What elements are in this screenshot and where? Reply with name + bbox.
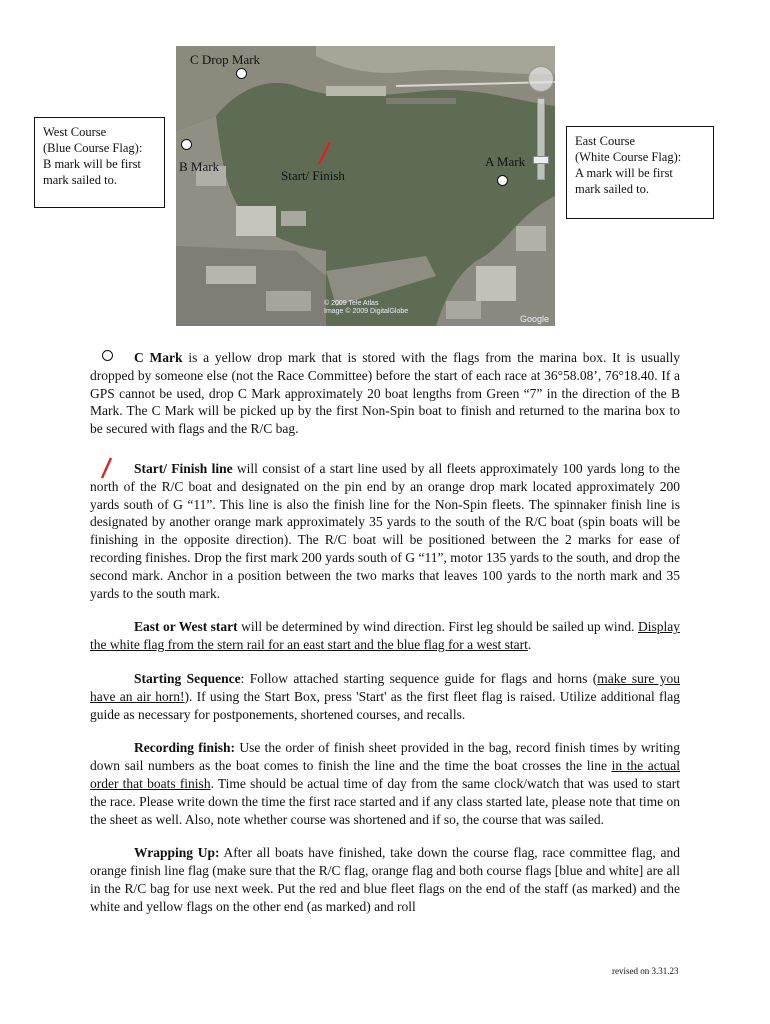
zoom-slider-track[interactable]: [537, 98, 545, 180]
west-callout-line-4: mark sailed to.: [43, 173, 117, 187]
west-callout-line-1: West Course: [43, 125, 107, 139]
east-callout-line-2: (White Course Flag):: [575, 150, 682, 164]
start-finish-line-icon: [100, 456, 114, 480]
east-west-underlined: Display the white flag from the stern rail for an east start and the blue flag for a west start: [90, 619, 680, 653]
c-drop-mark-label: C Drop Mark: [190, 52, 261, 67]
zoom-slider-handle[interactable]: [533, 156, 549, 164]
recording-finish-title: Recording finish:: [134, 740, 236, 756]
map-navigation-control[interactable]: [528, 66, 554, 186]
recording-finish-paragraph: [90, 739, 680, 828]
starting-sequence-paragraph: [90, 670, 680, 723]
east-west-paragraph: [90, 618, 680, 654]
east-callout-line-4: mark sailed to.: [575, 182, 649, 196]
starting-sequence-underlined: make sure you have an air horn!: [90, 670, 681, 704]
east-course-callout: [566, 126, 714, 219]
map-attribution: [324, 300, 408, 316]
wrapping-up-text: After all boats have finished, take down the course flag, race committee flag, and orange finish line flag (make sure that the R/C flag, orange flag and both course flags [blue and white] are all in the R/C bag for use next week. Put the red and blue fleet flags on the end of the staff (as marked) and the white and yellow flags on the other end (as marked) and roll: [90, 845, 680, 914]
east-callout-line-1: East Course: [575, 134, 636, 148]
map-imagery: [176, 46, 555, 326]
starting-sequence-title: Starting Sequence: [134, 670, 241, 686]
b-mark-symbol: [181, 139, 192, 150]
starting-sequence-tail: ). If using the Start Box, press 'Start' as the first fleet flag is raised. Utilize additional flag guide as necessary for postponements, shortened courses, and recalls.: [90, 688, 680, 722]
west-callout-line-2: (Blue Course Flag):: [43, 141, 143, 155]
attribution-line-1: © 2009 Tele Atlas: [324, 300, 379, 307]
b-mark-label: B Mark: [179, 159, 220, 174]
c-mark-circle-icon: [102, 350, 113, 361]
west-callout-line-3: B mark will be first: [43, 157, 141, 171]
east-west-tail: .: [527, 637, 532, 653]
wrapping-up-title: Wrapping Up:: [134, 845, 220, 861]
pan-control-icon[interactable]: [528, 66, 554, 92]
revised-date: revised on 3.31.23: [612, 966, 679, 976]
c-drop-mark-symbol: [236, 68, 247, 79]
start-finish-text: will consist of a start line used by all fleets approximately 100 yards long to the north of the R/C boat and designated on the pin end by an orange drop mark located approximately 200 yards south of G “11”. This line is also the finish line for the Non-Spin fleets. The spinnaker finish line is designated by another orange mark approximately 35 yards to the south of the R/C boat (spin boats will be finishing in the opposite direction). The R/C boat will be positioned between the 2 marks for ease of recording finishes. Drop the first mark 200 yards south of G “11”, motor 135 yards to the south, and drop the second mark. Anchor in a position between the two marks that leaves 100 yards to the north mark and 35 yards to the south mark.: [90, 460, 680, 601]
c-mark-paragraph: [90, 349, 680, 438]
east-callout-line-3: A mark will be first: [575, 166, 673, 180]
start-finish-title: Start/ Finish line: [134, 460, 233, 476]
starting-sequence-text: : Follow attached starting sequence guide for flags and horns (: [240, 670, 598, 686]
a-mark-symbol: [497, 175, 508, 186]
recording-finish-text: Use the order of finish sheet provided in the bag, record finish times by writing down sail numbers as the boat comes to finish the line and the time the boat crosses the line: [90, 740, 680, 774]
east-west-text: will be determined by wind direction. First leg should be sailed up wind.: [237, 619, 638, 635]
c-mark-text: is a yellow drop mark that is stored with the flags from the marina box. It is usually dropped by someone else (not the Race Committee) before the start of each race at 36°58.08’, 76°18.40. If a GPS cannot be used, drop C Mark approximately 20 boat lengths from Green “7” in the direction of the B Mark. The C Mark will be picked up by the first Non-Spin boat to finish and returned to the marina box to be secured with flags and the R/C bag.: [90, 350, 680, 437]
recording-finish-underlined: in the actual order that boats finish: [90, 758, 680, 791]
east-west-title: East or West start: [134, 619, 238, 635]
recording-finish-tail: . Time should be actual time of day from the same clock/watch that was used to start the race. Please write down the time the first race started and if any class started late, please note that time on the sheet as well. Also, note whether course was shortened and if so, the course that was sailed.: [90, 775, 680, 827]
start-finish-label: Start/ Finish: [281, 168, 345, 183]
map-logo: Google: [519, 314, 549, 324]
start-finish-line-symbol: [316, 140, 336, 170]
course-map: [176, 46, 555, 326]
wrapping-up-paragraph: [90, 844, 680, 915]
start-finish-paragraph: [90, 460, 680, 602]
instructions-body: [90, 349, 680, 932]
a-mark-label: A Mark: [485, 154, 526, 169]
c-mark-title: C Mark: [134, 350, 183, 365]
attribution-line-2: Image © 2009 DigitalGlobe: [324, 308, 409, 315]
west-course-callout: [34, 117, 165, 208]
